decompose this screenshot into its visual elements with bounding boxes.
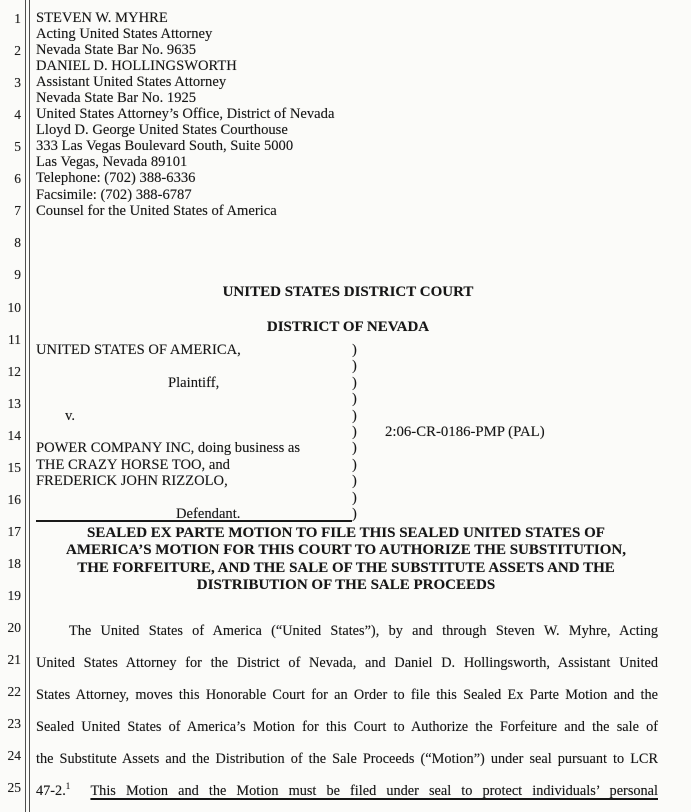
caption-paren: ) [352, 456, 357, 473]
caption-paren: ) [352, 358, 357, 375]
line-number: 12 [7, 363, 21, 379]
line-number: 19 [7, 587, 21, 603]
court-name: UNITED STATES DISTRICT COURT [222, 284, 474, 300]
underlined-sentence: This Motion and the Motion must be filed under seal to protect individuals’ personal [90, 783, 658, 800]
caption-row [36, 391, 385, 407]
versus-label: v. [65, 407, 75, 424]
motion-title [46, 525, 646, 594]
defendant-name-line: POWER COMPANY INC, doing business as [36, 440, 301, 457]
motion-title-line: SEALED EX PARTE MOTION TO FILE THIS SEALED UNITED STATES OF [87, 525, 605, 541]
caption-paren: ) [352, 391, 357, 408]
court-district: DISTRICT OF NEVADA [266, 319, 430, 335]
caption-paren: ) [352, 407, 357, 424]
caption-row [36, 473, 385, 489]
line-number: 9 [14, 267, 21, 283]
caption-row-defendant [36, 506, 385, 522]
caption-paren: ) [352, 424, 357, 440]
caption-paren: ) [352, 440, 357, 457]
caption-paren: ) [352, 473, 357, 490]
motion-title-line: DISTRIBUTION OF THE SALE PROCEEDS [196, 576, 496, 593]
body-text-line-last [36, 783, 658, 800]
margin-rule-left [25, 0, 26, 812]
courthouse-name: Lloyd D. George United States Courthouse [36, 122, 288, 139]
city-state-zip: Las Vegas, Nevada 89101 [36, 154, 188, 171]
line-number: 13 [7, 395, 21, 411]
caption-paren: ) [352, 342, 357, 358]
motion-title-line: THE FORFEITURE, AND THE SALE OF THE SUBSTITUTE ASSETS AND THE [77, 559, 615, 576]
line-number: 21 [7, 652, 21, 667]
telephone-number: Telephone: (702) 388-6336 [36, 170, 196, 187]
plaintiff-label: Plaintiff, [168, 374, 220, 391]
body-text-line: The United States of America (“United States”), by and through Steven W. Myhre, Acting [69, 623, 658, 639]
street-address: 333 Las Vegas Boulevard South, Suite 5000 [36, 138, 294, 155]
defendant-label: Defendant. [36, 506, 352, 522]
line-number: 20 [7, 620, 21, 635]
line-number: 3 [14, 75, 21, 91]
attorney-block [36, 10, 334, 219]
caption-row [36, 440, 385, 456]
attorney-name: STEVEN W. MYHRE [36, 10, 168, 26]
line-number: 15 [7, 459, 21, 475]
line-number: 7 [14, 203, 21, 219]
office-name: United States Attorney’s Office, District of Nevada [36, 106, 335, 123]
attorney-name-2: DANIEL D. HOLLINGSWORTH [36, 58, 237, 75]
body-text-line: United States Attorney for the District of Nevada, and Daniel D. Hollingsworth, Assistant United [36, 655, 658, 671]
attorney-bar-number: Nevada State Bar No. 9635 [36, 42, 197, 59]
caption-paren: ) [352, 489, 357, 506]
caption-row [36, 375, 385, 391]
line-number: 14 [7, 427, 21, 443]
footnote-reference: 1 [65, 781, 71, 792]
margin-rule-right [29, 0, 30, 812]
line-number: 5 [14, 139, 21, 155]
line-number: 16 [7, 491, 21, 507]
line-number: 10 [7, 299, 21, 315]
line-number: 17 [7, 523, 21, 539]
line-number: 22 [7, 684, 21, 700]
caption-row [36, 408, 385, 424]
line-number: 4 [14, 107, 21, 123]
motion-title-line: AMERICA’S MOTION FOR THIS COURT TO AUTHORIZE THE SUBSTITUTION, [65, 542, 627, 559]
line-number: 24 [7, 748, 21, 764]
line-number: 2 [14, 43, 21, 58]
line-number: 23 [7, 716, 21, 732]
caption-row [36, 342, 385, 358]
attorney-bar-number-2: Nevada State Bar No. 1925 [36, 90, 197, 107]
line-number: 6 [14, 171, 21, 187]
lcr-citation: 47-2. [36, 783, 66, 800]
line-number: 25 [7, 780, 21, 796]
body-text-line: States Attorney, moves this Honorable Court for an Order to file this Sealed Ex Parte Motion and the [36, 687, 658, 704]
line-number: 18 [7, 555, 21, 571]
plaintiff-name: UNITED STATES OF AMERICA, [36, 342, 241, 358]
counsel-line: Counsel for the United States of America [36, 202, 277, 219]
case-number: 2:06-CR-0186-PMP (PAL) [385, 424, 545, 440]
facsimile-number: Facsimile: (702) 388-6787 [36, 186, 192, 203]
attorney-title-2: Assistant United States Attorney [36, 74, 227, 91]
caption-paren: ) [352, 506, 357, 522]
defendant-name-line: THE CRAZY HORSE TOO, and [36, 456, 230, 473]
caption-paren: ) [352, 374, 357, 391]
caption-row [36, 424, 545, 440]
caption-row [36, 457, 385, 473]
line-number: 1 [14, 11, 21, 26]
caption-row [36, 358, 385, 374]
line-number: 11 [8, 331, 21, 347]
line-number: 8 [14, 235, 21, 251]
attorney-title: Acting United States Attorney [36, 26, 213, 43]
defendant-name-line: FREDERICK JOHN RIZZOLO, [36, 473, 228, 490]
body-text-line: Sealed United States of America’s Motion for this Court to Authorize the Forfeiture and the sale of [36, 719, 658, 736]
caption-row [36, 490, 385, 506]
body-text-line: the Substitute Assets and the Distribution of the Sale Proceeds (“Motion”) under seal pursuant to LCR [36, 751, 658, 768]
